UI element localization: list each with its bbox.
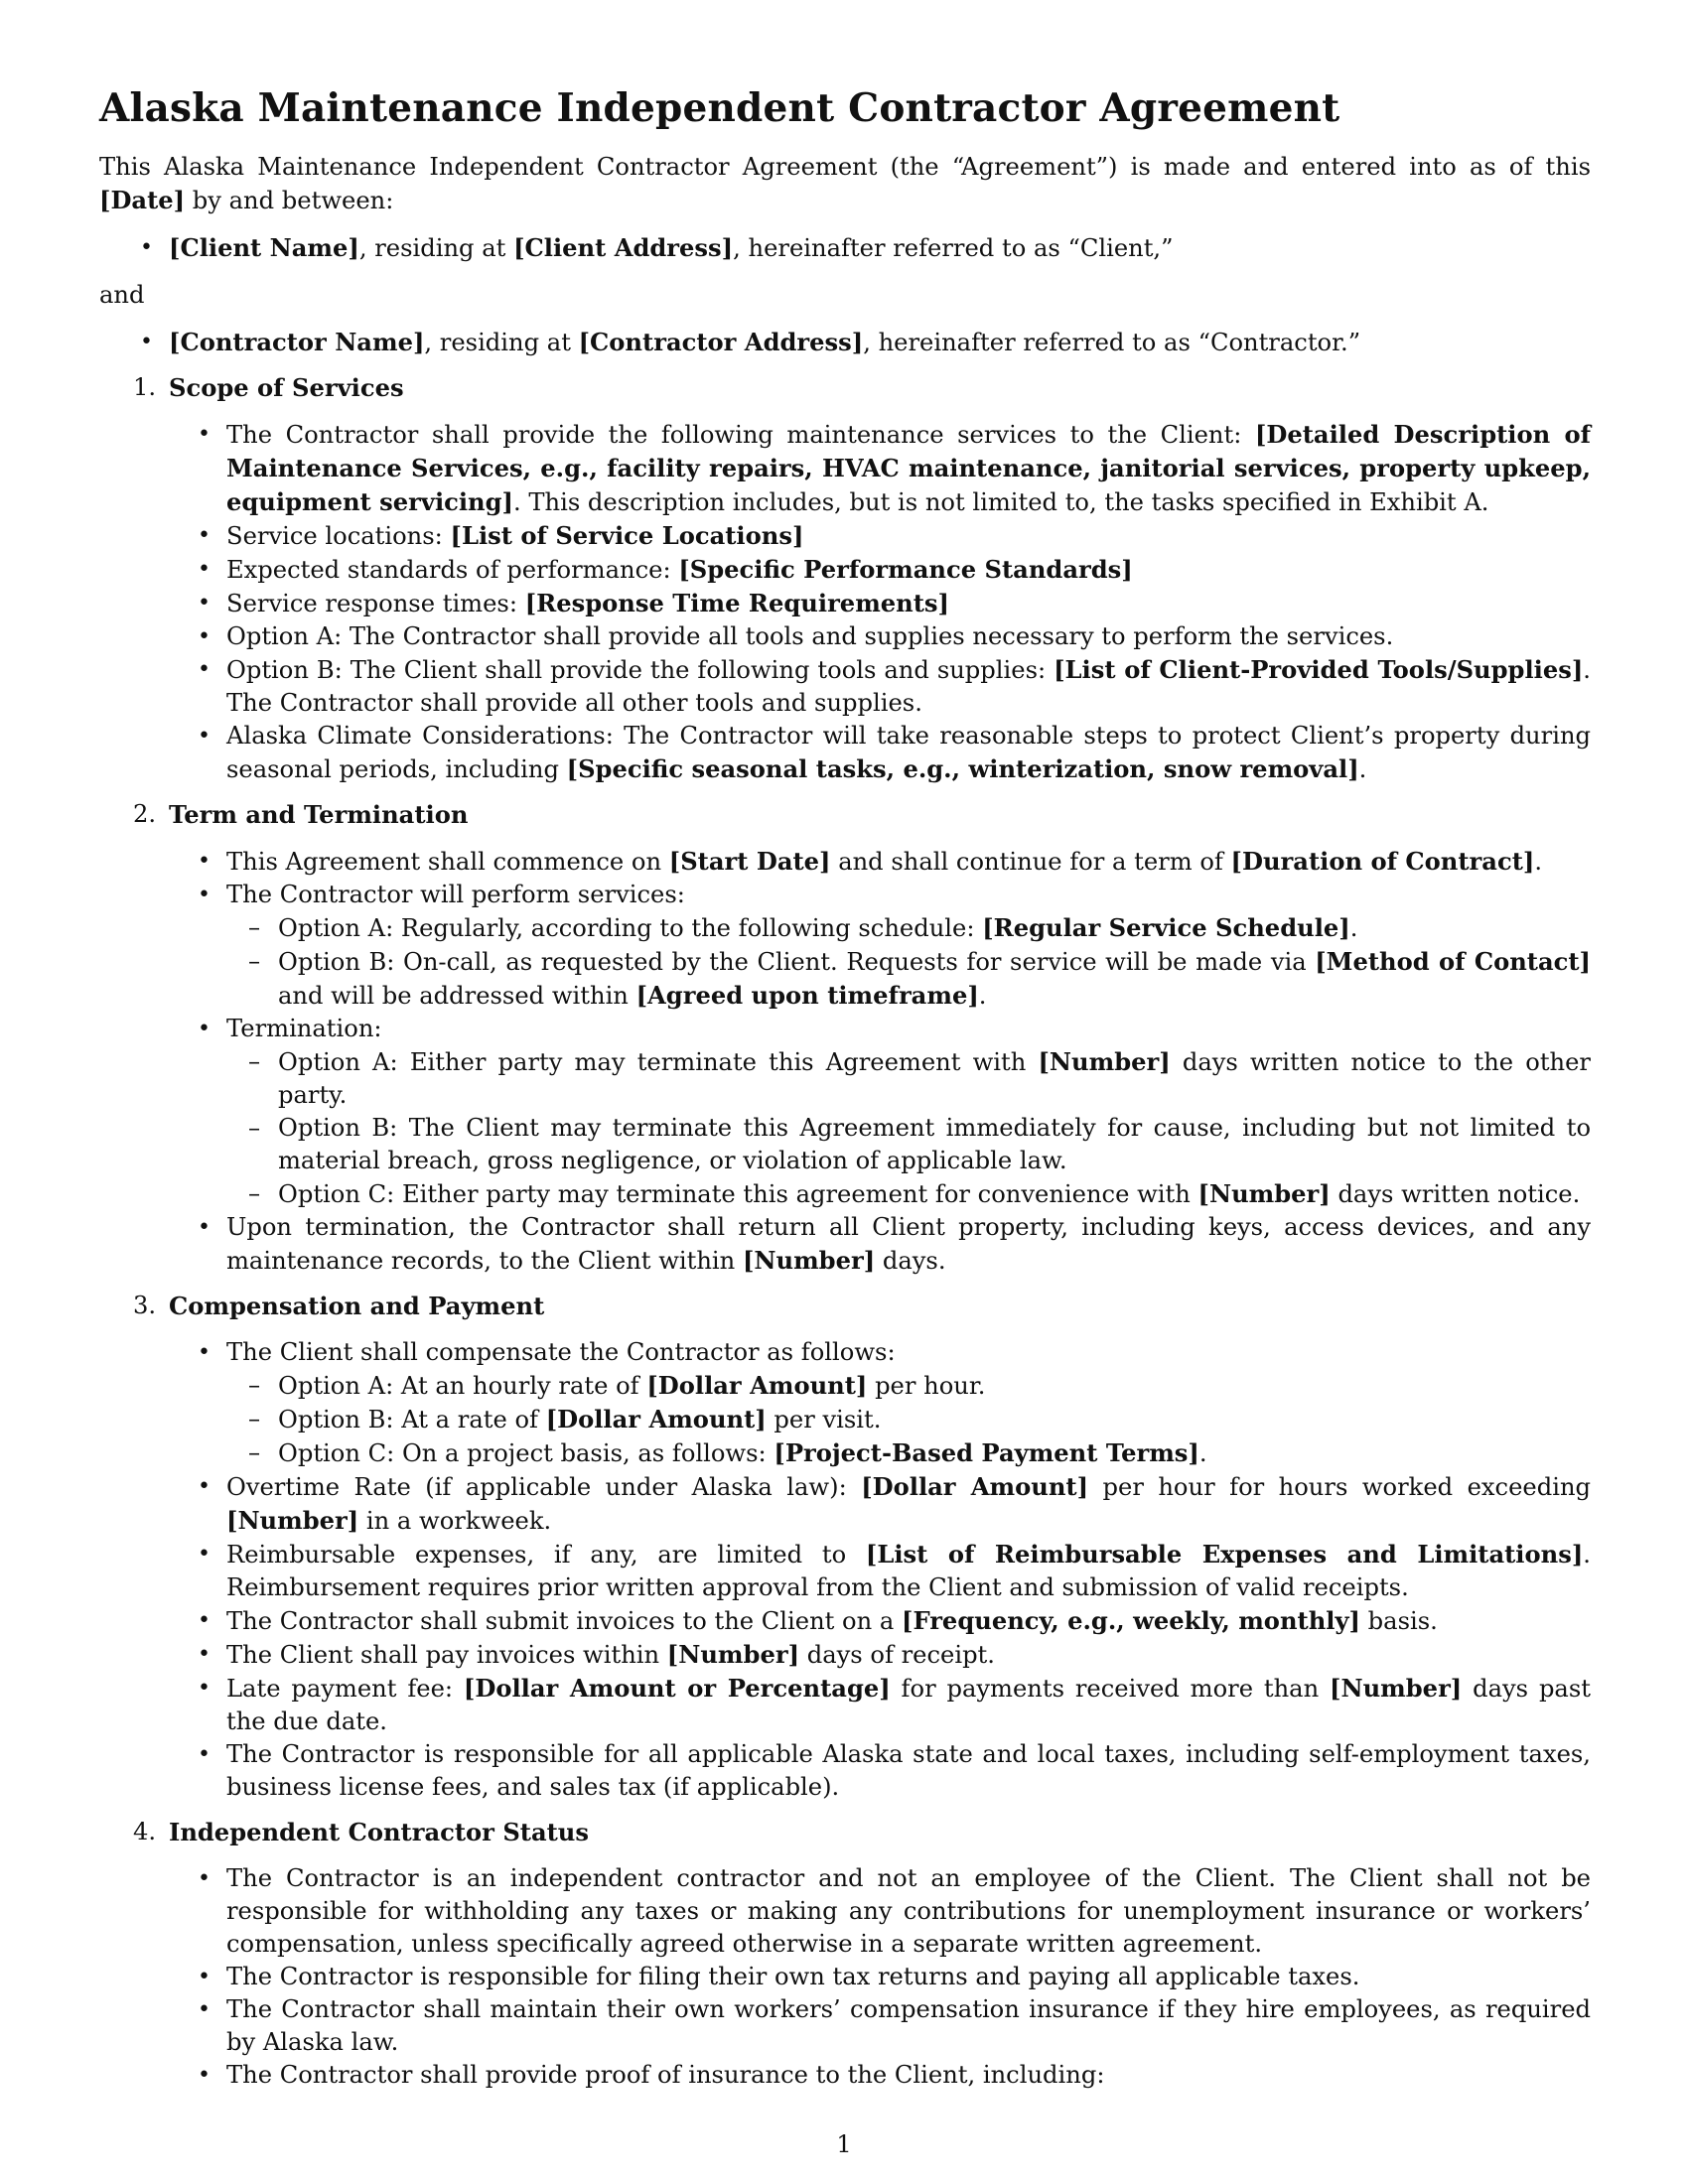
item-text: The Contractor shall submit invoices to the Client on a (226, 1607, 902, 1635)
document-title: Alaska Maintenance Independent Contractor Agreement (99, 85, 1340, 131)
sub-item: – Option B: The Client may terminate this Agreement immediately for cause, including but not limited to material breach, gross negligence, or violation of applicable law. (278, 1112, 1591, 1177)
client-party (169, 231, 1591, 265)
item-text: . (1198, 1439, 1207, 1467)
client-text-end: , hereinafter referred to as “Client,” (733, 234, 1174, 262)
item-text: Late payment fee: (226, 1675, 464, 1703)
placeholder: [Number] (1038, 1047, 1171, 1076)
item-text: and will be addressed within (278, 982, 636, 1010)
placeholder: [Regular Service Schedule] (982, 913, 1350, 942)
item-text: days written notice to the other party. (278, 1048, 1591, 1109)
client-address-placeholder: [Client Address] (513, 233, 734, 262)
placeholder: [Response Time Requirements] (524, 589, 949, 617)
sub-item (278, 1403, 1591, 1436)
list-item (226, 1604, 1591, 1638)
list-item: • The Contractor is responsible for filing their own tax returns and paying all applicable taxes. (226, 1961, 1591, 1993)
client-list (169, 231, 1591, 265)
item-text: Option B: On-call, as requested by the Client. Requests for service will be made via (278, 948, 1316, 976)
item-text: in a workweek. (358, 1507, 552, 1535)
section-bullets (226, 1862, 1591, 2092)
section-number: 3. (133, 1292, 157, 1319)
item-text: The Contractor shall provide the following maintenance services to the Client: (226, 421, 1255, 449)
placeholder: [Dollar Amount] (646, 1371, 868, 1400)
item-text: . The Contractor shall provide all other tools and supplies. (226, 656, 1591, 717)
placeholder: [Dollar Amount] (861, 1472, 1089, 1501)
item-text: Option A: At an hourly rate of (278, 1372, 647, 1400)
contractor-party (169, 326, 1591, 359)
placeholder: [Number] (666, 1640, 800, 1669)
section-bullets (226, 845, 1591, 1278)
section-term (99, 798, 1591, 1278)
sub-item (278, 911, 1591, 945)
item-text: per hour. (867, 1372, 986, 1400)
contractor-list (169, 326, 1591, 359)
contractor-address-placeholder: [Contractor Address] (578, 328, 864, 356)
item-text: Option C: Either party may terminate this agreement for convenience with (278, 1180, 1198, 1208)
document-page (99, 85, 1591, 2104)
intro-paragraph (99, 151, 1591, 217)
item-text: . (1534, 848, 1543, 876)
section-number: 4. (133, 1818, 157, 1845)
placeholder: [Number] (1330, 1674, 1463, 1703)
section-bullets (226, 418, 1591, 786)
item-text: Option A: Regularly, according to the following schedule: (278, 914, 983, 942)
placeholder: [Frequency, e.g., weekly, monthly] (902, 1606, 1360, 1635)
sections-list (99, 371, 1591, 2092)
item-text: Overtime Rate (if applicable under Alaska law): (226, 1473, 862, 1501)
placeholder: [Start Date] (668, 847, 831, 876)
section-title: Term and Termination (169, 800, 469, 829)
page-number: 1 (836, 2130, 852, 2158)
list-item (226, 879, 1591, 1013)
placeholder: [Agreed upon timeframe] (635, 981, 979, 1010)
item-text: days. (875, 1247, 946, 1275)
item-text: and shall continue for a term of (830, 848, 1231, 876)
list-item (226, 1538, 1591, 1604)
item-text: The Client shall compensate the Contractor as follows: (226, 1338, 896, 1366)
item-text: The Contractor will perform services: (226, 881, 685, 908)
list-item (226, 1470, 1591, 1538)
section-scope (99, 371, 1591, 786)
placeholder: [List of Service Locations] (450, 521, 804, 550)
placeholder: [List of Reimbursable Expenses and Limitations] (865, 1540, 1584, 1569)
list-item (226, 720, 1591, 786)
section-contractor-status (99, 1816, 1591, 2092)
item-text: days written notice. (1330, 1180, 1581, 1208)
item-text: Option A: Either party may terminate this Agreement with (278, 1048, 1039, 1076)
item-text: . (978, 982, 987, 1010)
placeholder: [Number] (226, 1506, 359, 1535)
list-item (226, 1336, 1591, 1470)
placeholder: [Number] (1197, 1179, 1331, 1208)
intro-text: This Alaska Maintenance Independent Contractor Agreement (the “Agreement”) is made and entered into as of this (99, 153, 1591, 181)
intro-text-end: by and between: (185, 187, 394, 214)
item-text: This Agreement shall commence on (226, 848, 669, 876)
list-item (226, 1672, 1591, 1738)
list-item (226, 1638, 1591, 1672)
placeholder: [Dollar Amount] (545, 1405, 767, 1433)
list-item (226, 553, 1591, 587)
item-text: Termination: (226, 1015, 382, 1042)
item-text: days of receipt. (799, 1641, 995, 1669)
list-item (226, 519, 1591, 553)
item-text: days past the due date. (226, 1675, 1591, 1735)
list-item: • The Contractor is an independent contractor and not an employee of the Client. The Client shall not be responsible for withholding any taxes or making any contributions for unemployment insurance or workers’ compensation, unless specifically agreed otherwise in a separate written agreement. (226, 1862, 1591, 1961)
placeholder: [Project-Based Payment Terms] (774, 1438, 1199, 1467)
item-text: . (1358, 755, 1367, 783)
item-text: Expected standards of performance: (226, 556, 679, 584)
list-item: • Option A: The Contractor shall provide all tools and supplies necessary to perform the services. (226, 620, 1591, 653)
and-text: and (99, 281, 145, 309)
sub-list (278, 1045, 1591, 1211)
section-title: Independent Contractor Status (169, 1818, 590, 1846)
list-item (226, 1211, 1591, 1278)
placeholder: [Dollar Amount or Percentage] (463, 1674, 891, 1703)
list-item (226, 653, 1591, 720)
date-placeholder: [Date] (99, 186, 186, 214)
item-text: Option B: The Client shall provide the following tools and supplies: (226, 656, 1055, 684)
client-text: , residing at (358, 234, 514, 262)
list-item (226, 845, 1591, 879)
contractor-text-end: , hereinafter referred to as “Contractor.” (863, 329, 1361, 356)
item-text: The Client shall pay invoices within (226, 1641, 667, 1669)
list-item (226, 418, 1591, 519)
placeholder: [Number] (742, 1246, 876, 1275)
list-item: • The Contractor is responsible for all applicable Alaska state and local taxes, including self-employment taxes, business license fees, and sales tax (if applicable). (226, 1738, 1591, 1804)
item-text: per visit. (766, 1406, 882, 1433)
item-text: Reimbursable expenses, if any, are limited to (226, 1541, 866, 1569)
item-text: Upon termination, the Contractor shall return all Client property, including keys, access devices, and any maintenance records, to the Client within (226, 1213, 1591, 1275)
placeholder: [Detailed Description of Maintenance Services, e.g., facility repairs, HVAC maintenance, janitorial services, property upkeep, equipment servicing] (226, 420, 1592, 516)
section-number: 2. (133, 800, 157, 828)
item-text: Alaska Climate Considerations: The Contractor will take reasonable steps to protect Client’s property during seasonal periods, including (226, 722, 1591, 783)
sub-item (278, 1045, 1591, 1112)
section-bullets (226, 1336, 1591, 1804)
sub-item (278, 945, 1591, 1013)
item-text: Option B: At a rate of (278, 1406, 546, 1433)
section-title: Scope of Services (169, 373, 404, 402)
placeholder: [Specific seasonal tasks, e.g., winterization, snow removal] (566, 754, 1359, 783)
section-title: Compensation and Payment (169, 1292, 545, 1320)
contractor-name-placeholder: [Contractor Name] (169, 328, 425, 356)
item-text: Service response times: (226, 590, 525, 617)
section-compensation (99, 1290, 1591, 1804)
sub-item (278, 1436, 1591, 1470)
sub-list (278, 1369, 1591, 1470)
section-number: 1. (133, 373, 157, 401)
document-body (99, 151, 1591, 2092)
list-item (226, 1013, 1591, 1211)
item-text: . Reimbursement requires prior written approval from the Client and submission of valid receipts. (226, 1541, 1591, 1601)
sub-item (278, 1177, 1591, 1211)
sub-item (278, 1369, 1591, 1403)
list-item: • The Contractor shall provide proof of insurance to the Client, including: (226, 2059, 1591, 2092)
contractor-text: , residing at (424, 329, 579, 356)
placeholder: [Duration of Contract] (1230, 847, 1535, 876)
placeholder: [Method of Contact] (1315, 947, 1591, 976)
item-text: Option C: On a project basis, as follows: (278, 1439, 774, 1467)
client-name-placeholder: [Client Name] (169, 233, 359, 262)
item-text: . This description includes, but is not limited to, the tasks specified in Exhibit A. (513, 488, 1489, 516)
list-item (226, 587, 1591, 620)
item-text: for payments received more than (890, 1675, 1331, 1703)
item-text: per hour for hours worked exceeding (1088, 1473, 1592, 1501)
item-text: . (1349, 914, 1358, 942)
sub-list (278, 911, 1591, 1013)
placeholder: [Specific Performance Standards] (678, 555, 1133, 584)
placeholder: [List of Client-Provided Tools/Supplies] (1054, 655, 1584, 684)
list-item: • The Contractor shall maintain their own workers’ compensation insurance if they hire employees, as required by Alaska law. (226, 1993, 1591, 2059)
item-text: basis. (1359, 1607, 1438, 1635)
item-text: Service locations: (226, 522, 451, 550)
